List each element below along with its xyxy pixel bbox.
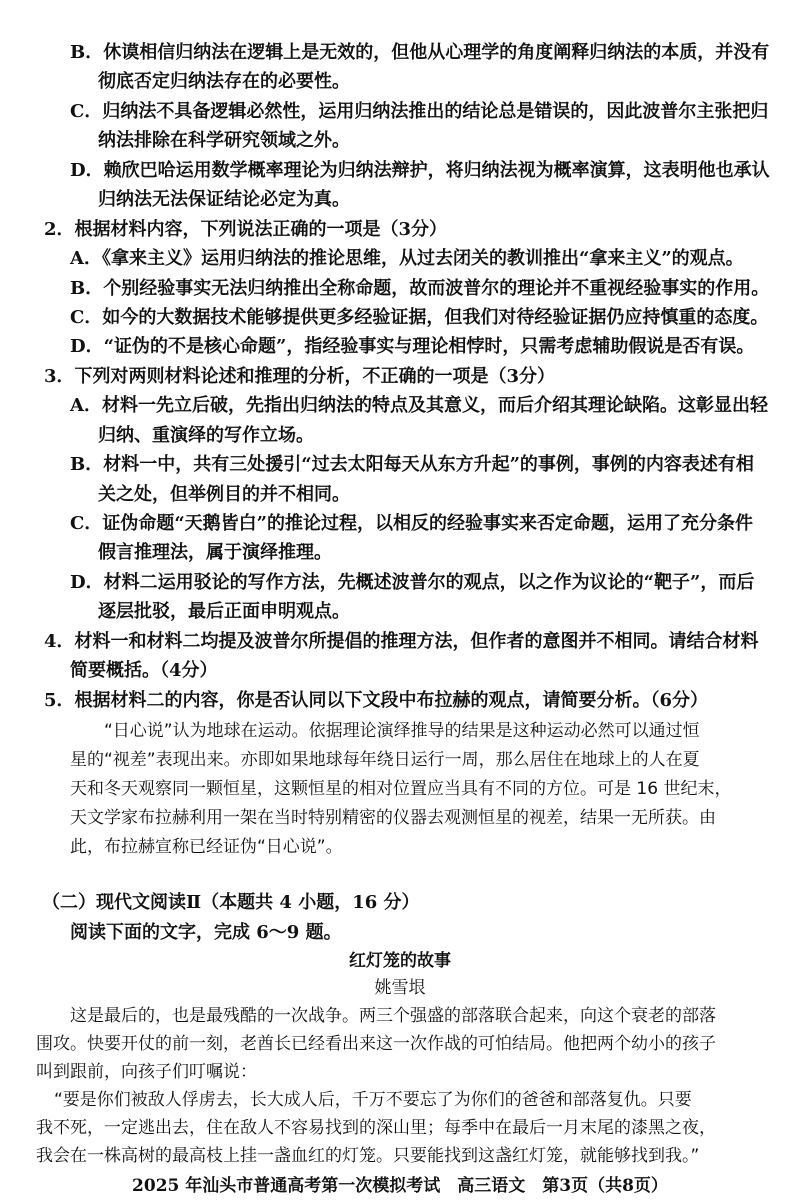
q2-option-b: B．个别经验事实无法归纳推出全称命题，故而波普尔的理论并不重视经验事实的作用。	[70, 278, 770, 299]
q5-passage-line: “日心说”认为地球在运动。依据理论演绎推导的结果是这种运动必然可以通过恒	[104, 721, 700, 741]
q2-option-c: C．如今的大数据技术能够提供更多经验证据，但我们对待经验证据仍应持慎重的态度。	[70, 307, 769, 328]
q2-option-a: A．《拿来主义》运用归纳法的推论思维，从过去闭关的教训推出“拿来主义”的观点。	[70, 248, 744, 269]
page-footer: 2025 年汕头市普通高考第一次模拟考试 高三语文 第3页（共8页）	[132, 1176, 668, 1196]
q3-option-b-line2: 关之处，但举例目的并不相同。	[98, 484, 350, 505]
q4-stem-line1: 4．材料一和材料二均提及波普尔所提倡的推理方法，但作者的意图并不相同。请结合材料	[44, 631, 759, 652]
q2-stem: 2．根据材料内容，下列说法正确的一项是（3分）	[44, 219, 448, 240]
story-title: 红灯笼的故事	[349, 951, 451, 971]
q3-option-b-line1: B．材料一中，共有三处援引“过去太阳每天从东方升起”的事例，事例的内容表述有相	[70, 454, 754, 475]
q3-option-a-line1: A．材料一先立后破，先指出归纳法的特点及其意义，而后介绍其理论缺陷。这彰显出轻	[70, 395, 768, 416]
story-body-line: 我不死，一定逃出去，住在敌人不容易找到的深山里；每季中在最后一月末尾的漆黑之夜，	[36, 1118, 716, 1138]
story-body-line: 这是最后的，也是最残酷的一次战争。两三个强盛的部落联合起来，向这个衰老的部落	[70, 1006, 716, 1026]
q5-passage-line: 星的“视差”表现出来。亦即如果地球每年绕日运行一周，那么居住在地球上的人在夏	[70, 750, 700, 770]
q5-passage-line: 此，布拉赫宣称已经证伪“日心说”。	[70, 837, 343, 857]
q1-option-d-line1: D．赖欣巴哈运用数学概率理论为归纳法辩护，将归纳法视为概率演算，这表明他也承认	[70, 160, 770, 181]
q1-option-c-line2: 纳法排除在科学研究领域之外。	[98, 130, 350, 151]
q3-option-d-line2: 逐层批驳，最后正面申明观点。	[98, 601, 350, 622]
q5-passage-line: 天和冬天观察同一颗恒星，这颗恒星的相对位置应当具有不同的方位。可是 16 世纪末，	[70, 779, 732, 799]
q1-option-d-line2: 归纳法无法保证结论必定为真。	[98, 189, 350, 210]
q5-passage-line: 天文学家布拉赫利用一架在当时特别精密的仪器去观测恒星的视差，结果一无所获。由	[70, 808, 716, 828]
q3-option-a-line2: 归纳、重演绎的写作立场。	[98, 425, 314, 446]
section-2-heading: （二）现代文阅读Ⅱ（本题共 4 小题，16 分）	[42, 892, 420, 913]
story-body-line: 我会在一株高树的最高枝上挂一盏血红的灯笼。只要能找到这盏红灯笼，就能够找到我。”	[36, 1146, 700, 1166]
story-body-line: 叫到跟前，向孩子们叮嘱说：	[36, 1062, 257, 1082]
story-body-line: “要是你们被敌人俘虏去，长大成人后，千万不要忘了为你们的爸爸和部落复仇。只要	[54, 1090, 692, 1110]
q2-option-d: D．“证伪的不是核心命题”，指经验事实与理论相悖时，只需考虑辅助假说是否有误。	[70, 336, 755, 357]
q3-stem: 3．下列对两则材料论述和推理的分析，不正确的一项是（3分）	[44, 366, 556, 387]
q1-option-c-line1: C．归纳法不具备逻辑必然性，运用归纳法推出的结论总是错误的，因此波普尔主张把归	[70, 101, 769, 122]
q1-option-b-line2: 彻底否定归纳法存在的必要性。	[98, 71, 350, 92]
story-author: 姚雪垠	[374, 978, 426, 998]
q1-option-b-line1: B．休谟相信归纳法在逻辑上是无效的，但他从心理学的角度阐释归纳法的本质，并没有	[70, 42, 770, 63]
story-body-line: 围攻。快要开仗的前一刻，老酋长已经看出来这一次作战的可怕结局。他把两个幼小的孩子	[36, 1034, 716, 1054]
q3-option-c-line1: C．证伪命题“天鹅皆白”的推论过程，以相反的经验事实来否定命题，运用了充分条件	[70, 513, 754, 534]
q5-stem: 5．根据材料二的内容，你是否认同以下文段中布拉赫的观点，请简要分析。（6分）	[44, 690, 709, 711]
q3-option-c-line2: 假言推理法，属于演绎推理。	[98, 542, 332, 563]
q4-stem-line2: 简要概括。（4分）	[70, 660, 218, 681]
section-2-instruction: 阅读下面的文字，完成 6～9 题。	[70, 922, 342, 943]
q3-option-d-line1: D．材料二运用驳论的写作方法，先概述波普尔的观点，以之作为议论的“靶子”，而后	[70, 572, 755, 593]
